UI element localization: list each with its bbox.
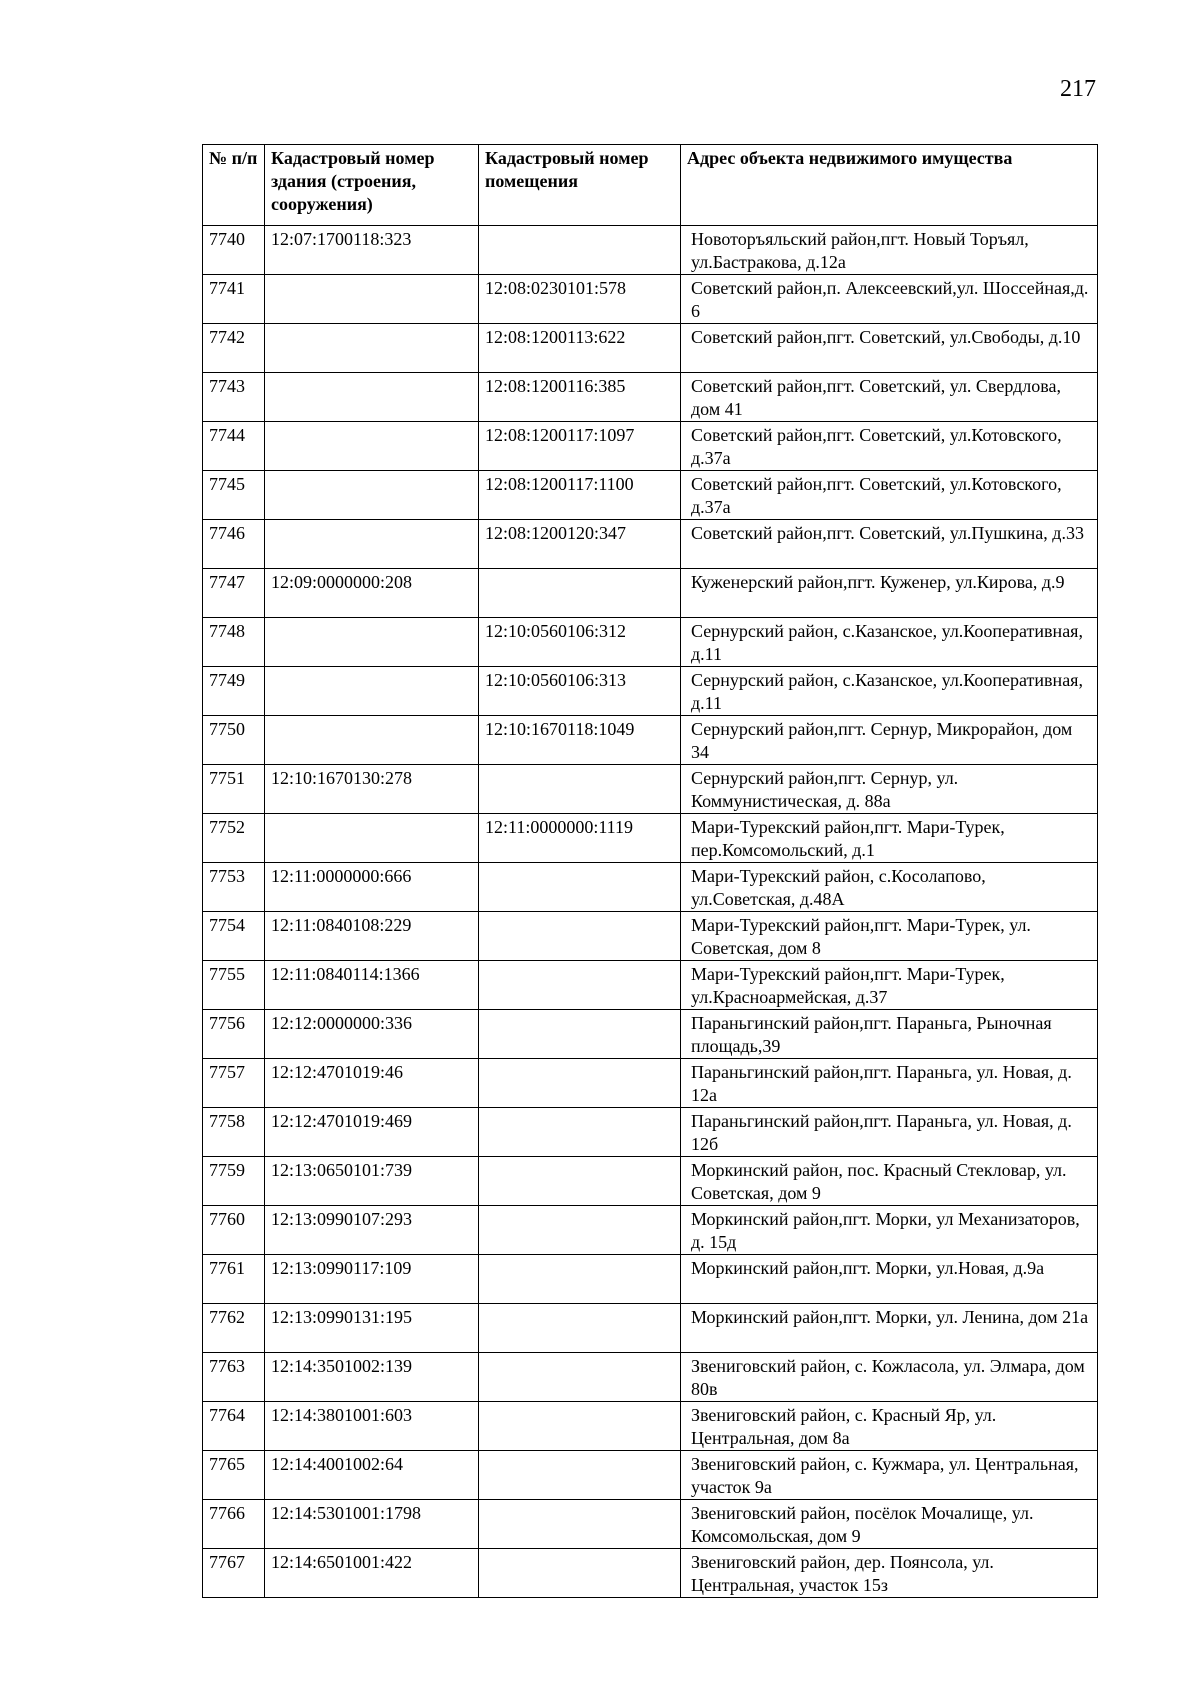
address-cell: Советский район,пгт. Советский, ул.Котовского, д.37а [681, 422, 1098, 471]
premises-cadastral-cell [479, 765, 681, 814]
building-cadastral-cell [265, 814, 479, 863]
premises-cadastral-cell: 12:11:0000000:1119 [479, 814, 681, 863]
premises-cadastral-cell [479, 1402, 681, 1451]
row-number-cell: 7759 [203, 1157, 265, 1206]
address-cell: Сернурский район, с.Казанское, ул.Кооперативная, д.11 [681, 667, 1098, 716]
building-cadastral-cell [265, 373, 479, 422]
table-row [203, 324, 1098, 373]
address-cell: Параньгинский район,пгт. Параньга, ул. Новая, д. 12а [681, 1059, 1098, 1108]
address-cell: Советский район,п. Алексеевский,ул. Шоссейная,д. 6 [681, 275, 1098, 324]
building-cadastral-cell [265, 667, 479, 716]
premises-cadastral-cell: 12:08:1200120:347 [479, 520, 681, 569]
row-number-cell: 7760 [203, 1206, 265, 1255]
premises-cadastral-cell: 12:08:1200117:1097 [479, 422, 681, 471]
building-cadastral-cell: 12:12:0000000:336 [265, 1010, 479, 1059]
premises-cadastral-cell: 12:08:1200117:1100 [479, 471, 681, 520]
table-row [203, 1402, 1098, 1451]
row-number-cell: 7757 [203, 1059, 265, 1108]
row-number-cell: 7764 [203, 1402, 265, 1451]
address-cell: Параньгинский район,пгт. Параньга, Рыночная площадь,39 [681, 1010, 1098, 1059]
premises-cadastral-cell: 12:10:1670118:1049 [479, 716, 681, 765]
building-cadastral-cell [265, 618, 479, 667]
row-number-cell: 7741 [203, 275, 265, 324]
address-cell: Звениговский район, с. Кожласола, ул. Элмара, дом 80в [681, 1353, 1098, 1402]
row-number-cell: 7743 [203, 373, 265, 422]
table-row [203, 373, 1098, 422]
building-cadastral-cell: 12:13:0650101:739 [265, 1157, 479, 1206]
row-number-cell: 7752 [203, 814, 265, 863]
address-cell: Мари-Турекский район, с.Косолапово, ул.Советская, д.48А [681, 863, 1098, 912]
row-number-cell: 7755 [203, 961, 265, 1010]
address-cell: Моркинский район,пгт. Морки, ул Механизаторов, д. 15д [681, 1206, 1098, 1255]
address-cell: Звениговский район, посёлок Мочалище, ул. Комсомольская, дом 9 [681, 1500, 1098, 1549]
header-building-cadastral: Кадастровый номер здания (строения, сооружения) [265, 145, 479, 226]
row-number-cell: 7756 [203, 1010, 265, 1059]
table-row [203, 471, 1098, 520]
header-number: № п/п [203, 145, 265, 226]
header-premises-cadastral: Кадастровый номер помещения [479, 145, 681, 226]
address-cell: Моркинский район,пгт. Морки, ул. Ленина, дом 21а [681, 1304, 1098, 1353]
building-cadastral-cell: 12:14:3501002:139 [265, 1353, 479, 1402]
premises-cadastral-cell [479, 961, 681, 1010]
address-cell: Советский район,пгт. Советский, ул. Свердлова, дом 41 [681, 373, 1098, 422]
row-number-cell: 7750 [203, 716, 265, 765]
address-cell: Советский район,пгт. Советский, ул.Свободы, д.10 [681, 324, 1098, 373]
building-cadastral-cell: 12:14:4001002:64 [265, 1451, 479, 1500]
table-row [203, 814, 1098, 863]
row-number-cell: 7753 [203, 863, 265, 912]
row-number-cell: 7748 [203, 618, 265, 667]
row-number-cell: 7747 [203, 569, 265, 618]
table-row [203, 1108, 1098, 1157]
premises-cadastral-cell [479, 1255, 681, 1304]
header-address: Адрес объекта недвижимого имущества [681, 145, 1098, 226]
address-cell: Моркинский район,пгт. Морки, ул.Новая, д.9а [681, 1255, 1098, 1304]
premises-cadastral-cell [479, 1059, 681, 1108]
table-row [203, 226, 1098, 275]
table-row [203, 667, 1098, 716]
table-row [203, 1500, 1098, 1549]
building-cadastral-cell: 12:10:1670130:278 [265, 765, 479, 814]
premises-cadastral-cell [479, 912, 681, 961]
premises-cadastral-cell [479, 1500, 681, 1549]
address-cell: Сернурский район, с.Казанское, ул.Кооперативная, д.11 [681, 618, 1098, 667]
address-cell: Звениговский район, с. Кужмара, ул. Центральная, участок 9а [681, 1451, 1098, 1500]
address-cell: Советский район,пгт. Советский, ул.Пушкина, д.33 [681, 520, 1098, 569]
row-number-cell: 7742 [203, 324, 265, 373]
table-row [203, 1059, 1098, 1108]
table-row [203, 1451, 1098, 1500]
building-cadastral-cell: 12:13:0990131:195 [265, 1304, 479, 1353]
building-cadastral-cell: 12:12:4701019:469 [265, 1108, 479, 1157]
table-row [203, 765, 1098, 814]
table-header [203, 145, 1098, 226]
table-row [203, 520, 1098, 569]
table-row [203, 1157, 1098, 1206]
premises-cadastral-cell [479, 863, 681, 912]
building-cadastral-cell: 12:11:0840114:1366 [265, 961, 479, 1010]
building-cadastral-cell [265, 716, 479, 765]
building-cadastral-cell: 12:12:4701019:46 [265, 1059, 479, 1108]
building-cadastral-cell: 12:07:1700118:323 [265, 226, 479, 275]
row-number-cell: 7749 [203, 667, 265, 716]
table-row [203, 1549, 1098, 1598]
address-cell: Мари-Турекский район,пгт. Мари-Турек, пер.Комсомольский, д.1 [681, 814, 1098, 863]
address-cell: Новоторъяльский район,пгт. Новый Торъял, ул.Бастракова, д.12а [681, 226, 1098, 275]
building-cadastral-cell: 12:14:6501001:422 [265, 1549, 479, 1598]
property-registry-table [202, 144, 1098, 1598]
building-cadastral-cell [265, 422, 479, 471]
table-row [203, 961, 1098, 1010]
row-number-cell: 7767 [203, 1549, 265, 1598]
address-cell: Звениговский район, дер. Поянсола, ул. Центральная, участок 15з [681, 1549, 1098, 1598]
building-cadastral-cell [265, 324, 479, 373]
building-cadastral-cell: 12:14:3801001:603 [265, 1402, 479, 1451]
building-cadastral-cell: 12:11:0840108:229 [265, 912, 479, 961]
building-cadastral-cell: 12:14:5301001:1798 [265, 1500, 479, 1549]
table-row [203, 1206, 1098, 1255]
premises-cadastral-cell: 12:08:1200113:622 [479, 324, 681, 373]
table-row [203, 422, 1098, 471]
table-row [203, 1353, 1098, 1402]
address-cell: Сернурский район,пгт. Сернур, Микрорайон, дом 34 [681, 716, 1098, 765]
address-cell: Моркинский район, пос. Красный Стекловар, ул. Советская, дом 9 [681, 1157, 1098, 1206]
building-cadastral-cell [265, 520, 479, 569]
row-number-cell: 7761 [203, 1255, 265, 1304]
table-row [203, 863, 1098, 912]
building-cadastral-cell: 12:13:0990107:293 [265, 1206, 479, 1255]
row-number-cell: 7765 [203, 1451, 265, 1500]
page-number: 217 [1060, 76, 1096, 102]
row-number-cell: 7745 [203, 471, 265, 520]
table-row [203, 716, 1098, 765]
address-cell: Советский район,пгт. Советский, ул.Котовского, д.37а [681, 471, 1098, 520]
premises-cadastral-cell: 12:10:0560106:313 [479, 667, 681, 716]
table-row [203, 912, 1098, 961]
premises-cadastral-cell: 12:08:1200116:385 [479, 373, 681, 422]
premises-cadastral-cell [479, 1108, 681, 1157]
table-row [203, 618, 1098, 667]
premises-cadastral-cell [479, 1549, 681, 1598]
row-number-cell: 7754 [203, 912, 265, 961]
row-number-cell: 7740 [203, 226, 265, 275]
building-cadastral-cell [265, 275, 479, 324]
table-row [203, 275, 1098, 324]
building-cadastral-cell [265, 471, 479, 520]
premises-cadastral-cell [479, 569, 681, 618]
row-number-cell: 7762 [203, 1304, 265, 1353]
building-cadastral-cell: 12:09:0000000:208 [265, 569, 479, 618]
premises-cadastral-cell [479, 1451, 681, 1500]
premises-cadastral-cell [479, 1157, 681, 1206]
row-number-cell: 7758 [203, 1108, 265, 1157]
table-row [203, 1255, 1098, 1304]
table-row [203, 1304, 1098, 1353]
row-number-cell: 7746 [203, 520, 265, 569]
row-number-cell: 7744 [203, 422, 265, 471]
row-number-cell: 7751 [203, 765, 265, 814]
address-cell: Куженерский район,пгт. Куженер, ул.Кирова, д.9 [681, 569, 1098, 618]
premises-cadastral-cell: 12:08:0230101:578 [479, 275, 681, 324]
premises-cadastral-cell [479, 1353, 681, 1402]
building-cadastral-cell: 12:11:0000000:666 [265, 863, 479, 912]
row-number-cell: 7766 [203, 1500, 265, 1549]
premises-cadastral-cell [479, 226, 681, 275]
premises-cadastral-cell: 12:10:0560106:312 [479, 618, 681, 667]
premises-cadastral-cell [479, 1010, 681, 1059]
header-row [203, 145, 1098, 226]
premises-cadastral-cell [479, 1304, 681, 1353]
row-number-cell: 7763 [203, 1353, 265, 1402]
address-cell: Мари-Турекский район,пгт. Мари-Турек, ул.Красноармейская, д.37 [681, 961, 1098, 1010]
address-cell: Мари-Турекский район,пгт. Мари-Турек, ул. Советская, дом 8 [681, 912, 1098, 961]
table-row [203, 569, 1098, 618]
building-cadastral-cell: 12:13:0990117:109 [265, 1255, 479, 1304]
premises-cadastral-cell [479, 1206, 681, 1255]
table-row [203, 1010, 1098, 1059]
table-body [203, 226, 1098, 1598]
address-cell: Сернурский район,пгт. Сернур, ул. Коммунистическая, д. 88а [681, 765, 1098, 814]
address-cell: Звениговский район, с. Красный Яр, ул. Центральная, дом 8а [681, 1402, 1098, 1451]
address-cell: Параньгинский район,пгт. Параньга, ул. Новая, д. 12б [681, 1108, 1098, 1157]
